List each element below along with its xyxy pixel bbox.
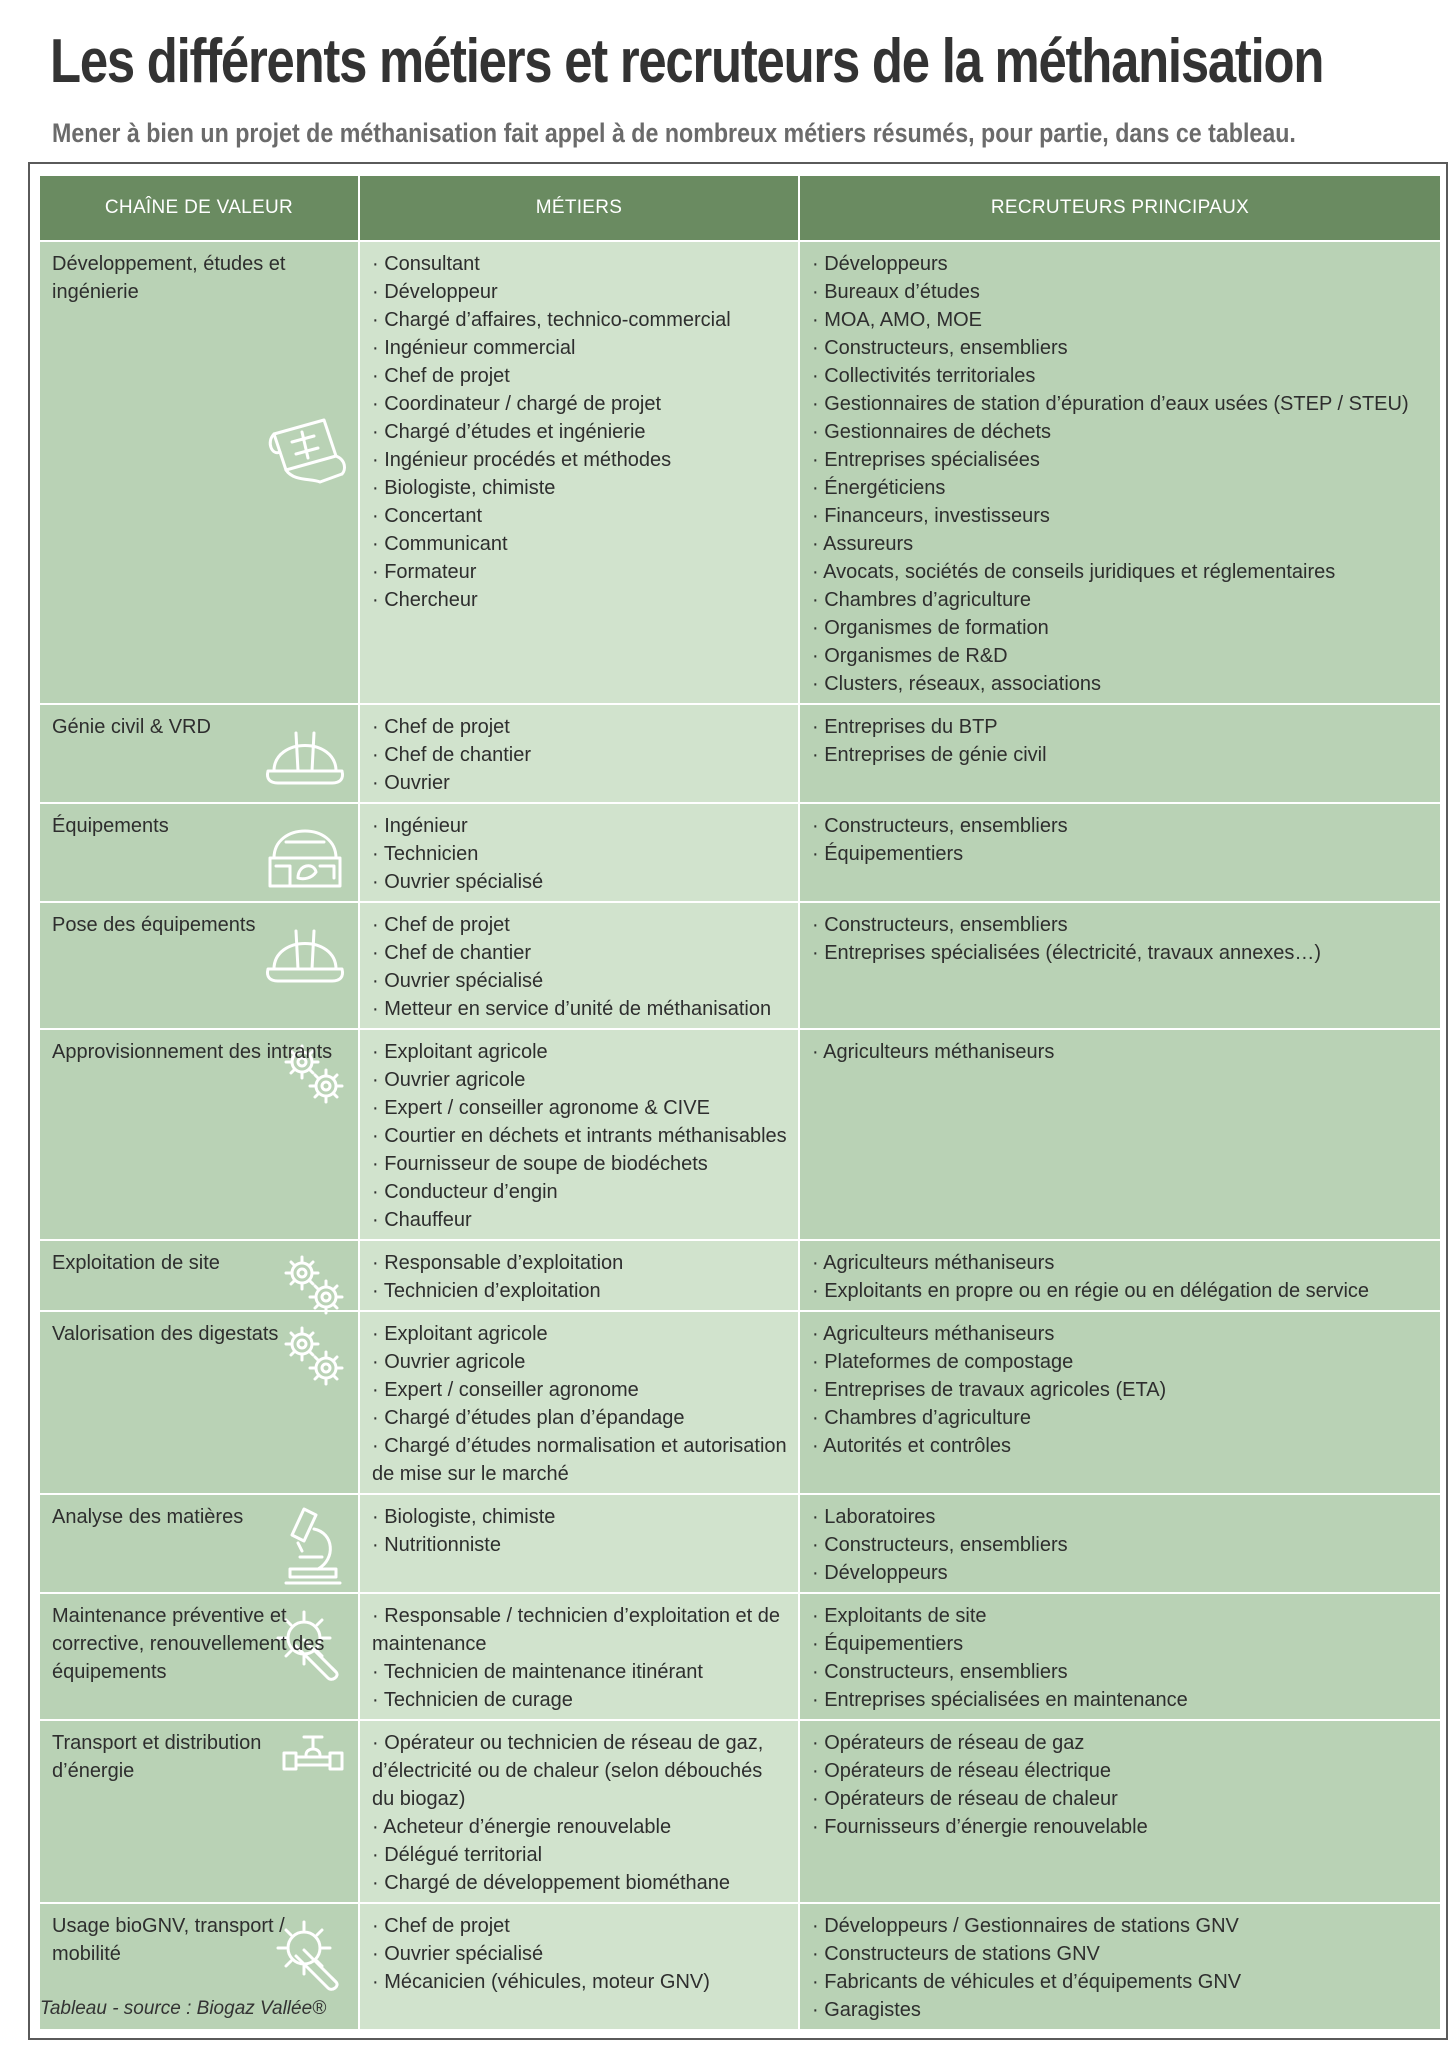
metier-item: · Expert / conseiller agronome xyxy=(372,1376,788,1404)
metier-item: · Coordinateur / chargé de projet xyxy=(372,390,788,418)
recruteur-item: · Constructeurs, ensembliers xyxy=(812,1531,1430,1559)
chain-cell xyxy=(39,1494,359,1593)
recruteurs-cell xyxy=(799,1593,1441,1720)
metier-item: · Biologiste, chimiste xyxy=(372,474,788,502)
chain-label: Transport et distribution d’énergie xyxy=(52,1732,262,1782)
recruteurs-cell xyxy=(799,1903,1441,2030)
table-body xyxy=(39,241,1441,2030)
metier-item: · Chercheur xyxy=(372,586,788,614)
recruteur-item: · Entreprises de génie civil xyxy=(812,741,1430,769)
recruteur-item: · Fournisseurs d’énergie renouvelable xyxy=(812,1813,1430,1841)
metier-item: · Courtier en déchets et intrants méthanisables xyxy=(372,1122,788,1150)
metier-item: · Concertant xyxy=(372,502,788,530)
chain-cell xyxy=(39,803,359,902)
recruteurs-cell xyxy=(799,1240,1441,1311)
header-chain: CHAÎNE DE VALEUR xyxy=(39,175,359,241)
recruteur-item: · Constructeurs de stations GNV xyxy=(812,1940,1430,1968)
metier-item: · Technicien xyxy=(372,840,788,868)
recruteur-item: · Opérateurs de réseau de chaleur xyxy=(812,1785,1430,1813)
metier-item: · Ouvrier xyxy=(372,769,788,797)
table-header-row xyxy=(39,175,1441,241)
metier-item: · Chef de projet xyxy=(372,911,788,939)
chain-cell xyxy=(39,241,359,704)
recruteur-item: · Fabricants de véhicules et d’équipements GNV xyxy=(812,1968,1430,1996)
metier-item: · Expert / conseiller agronome & CIVE xyxy=(372,1094,788,1122)
metiers-cell xyxy=(359,1494,799,1593)
table-row xyxy=(39,803,1441,902)
recruteurs-cell xyxy=(799,241,1441,704)
metier-item: · Biologiste, chimiste xyxy=(372,1503,788,1531)
recruteur-item: · Entreprises spécialisées (électricité, travaux annexes…) xyxy=(812,939,1430,967)
page-subtitle: Mener à bien un projet de méthanisation fait appel à de nombreux métiers résumés, pour partie, dans ce tableau. xyxy=(52,118,1296,148)
recruteurs-cell xyxy=(799,1720,1441,1903)
metiers-cell xyxy=(359,1311,799,1494)
recruteur-item: · Développeurs xyxy=(812,1559,1430,1587)
chain-cell xyxy=(39,1593,359,1720)
metier-item: · Chargé d’affaires, technico-commercial xyxy=(372,306,788,334)
recruteur-item: · Organismes de formation xyxy=(812,614,1430,642)
recruteur-item: · Opérateurs de réseau de gaz xyxy=(812,1729,1430,1757)
metier-item: · Conducteur d’engin xyxy=(372,1178,788,1206)
recruteur-item: · Laboratoires xyxy=(812,1503,1430,1531)
metier-item: · Opérateur ou technicien de réseau de gaz, d’électricité ou de chaleur (selon débouchés du biogaz) xyxy=(372,1729,788,1813)
recruteurs-cell xyxy=(799,803,1441,902)
recruteurs-cell xyxy=(799,704,1441,803)
metier-item: · Délégué territorial xyxy=(372,1841,788,1869)
table-row xyxy=(39,1029,1441,1240)
metiers-cell xyxy=(359,1240,799,1311)
chain-label: Équipements xyxy=(52,815,169,837)
metiers-cell xyxy=(359,1593,799,1720)
chain-label: Maintenance préventive et corrective, renouvellement des équipements xyxy=(52,1605,325,1683)
recruteur-item: · Clusters, réseaux, associations xyxy=(812,670,1430,698)
metiers-cell xyxy=(359,1720,799,1903)
table-row xyxy=(39,1593,1441,1720)
header-recruteurs: RECRUTEURS PRINCIPAUX xyxy=(799,175,1441,241)
metier-item: · Acheteur d’énergie renouvelable xyxy=(372,1813,788,1841)
recruteur-item: · Financeurs, investisseurs xyxy=(812,502,1430,530)
recruteur-item: · Constructeurs, ensembliers xyxy=(812,812,1430,840)
recruteur-item: · Exploitants de site xyxy=(812,1602,1430,1630)
recruteur-item: · MOA, AMO, MOE xyxy=(812,306,1430,334)
metier-item: · Chef de chantier xyxy=(372,741,788,769)
recruteurs-cell xyxy=(799,1494,1441,1593)
recruteur-item: · Équipementiers xyxy=(812,1630,1430,1658)
table-row xyxy=(39,1240,1441,1311)
chain-label: Pose des équipements xyxy=(52,914,256,936)
recruteur-item: · Assureurs xyxy=(812,530,1430,558)
metier-item: · Chef de chantier xyxy=(372,939,788,967)
table-row xyxy=(39,1311,1441,1494)
table-row xyxy=(39,902,1441,1029)
jobs-table xyxy=(38,174,1442,2031)
chain-cell xyxy=(39,1029,359,1240)
metiers-cell xyxy=(359,1903,799,2030)
recruteur-item: · Opérateurs de réseau électrique xyxy=(812,1757,1430,1785)
chain-label: Analyse des matières xyxy=(52,1506,244,1528)
recruteur-item: · Constructeurs, ensembliers xyxy=(812,911,1430,939)
chain-cell xyxy=(39,704,359,803)
recruteur-item: · Agriculteurs méthaniseurs xyxy=(812,1320,1430,1348)
recruteur-item: · Organismes de R&D xyxy=(812,642,1430,670)
recruteurs-cell xyxy=(799,1311,1441,1494)
metier-item: · Responsable d’exploitation xyxy=(372,1249,788,1277)
recruteur-item: · Entreprises spécialisées en maintenance xyxy=(812,1686,1430,1714)
table-caption: Tableau - source : Biogaz Vallée® xyxy=(40,1998,327,2019)
chain-cell xyxy=(39,1311,359,1494)
metier-item: · Ingénieur xyxy=(372,812,788,840)
chain-label: Développement, études et ingénierie xyxy=(52,253,286,303)
table-row xyxy=(39,1494,1441,1593)
metier-item: · Ouvrier spécialisé xyxy=(372,868,788,896)
metier-item: · Ouvrier agricole xyxy=(372,1066,788,1094)
metiers-cell xyxy=(359,704,799,803)
table-row xyxy=(39,1720,1441,1903)
metier-item: · Consultant xyxy=(372,250,788,278)
metier-item: · Chef de projet xyxy=(372,362,788,390)
recruteur-item: · Constructeurs, ensembliers xyxy=(812,334,1430,362)
chain-label: Usage bioGNV, transport / mobilité xyxy=(52,1915,285,1965)
recruteur-item: · Constructeurs, ensembliers xyxy=(812,1658,1430,1686)
metier-item: · Nutritionniste xyxy=(372,1531,788,1559)
page-title: Les différents métiers et recruteurs de la méthanisation xyxy=(50,27,1324,96)
metier-item: · Chargé de développement biométhane xyxy=(372,1869,788,1897)
recruteur-item: · Collectivités territoriales xyxy=(812,362,1430,390)
recruteur-item: · Développeurs / Gestionnaires de stations GNV xyxy=(812,1912,1430,1940)
metier-item: · Fournisseur de soupe de biodéchets xyxy=(372,1150,788,1178)
metier-item: · Ingénieur procédés et méthodes xyxy=(372,446,788,474)
metier-item: · Ouvrier agricole xyxy=(372,1348,788,1376)
recruteur-item: · Chambres d’agriculture xyxy=(812,586,1430,614)
chain-label: Exploitation de site xyxy=(52,1252,220,1274)
metier-item: · Exploitant agricole xyxy=(372,1038,788,1066)
chain-cell xyxy=(39,1720,359,1903)
metier-item: · Technicien de curage xyxy=(372,1686,788,1714)
metier-item: · Chef de projet xyxy=(372,1912,788,1940)
metier-item: · Chauffeur xyxy=(372,1206,788,1234)
recruteur-item: · Chambres d’agriculture xyxy=(812,1404,1430,1432)
recruteur-item: · Gestionnaires de déchets xyxy=(812,418,1430,446)
recruteur-item: · Agriculteurs méthaniseurs xyxy=(812,1249,1430,1277)
table-row xyxy=(39,241,1441,704)
metiers-cell xyxy=(359,1029,799,1240)
recruteur-item: · Exploitants en propre ou en régie ou en délégation de service xyxy=(812,1277,1430,1305)
metier-item: · Responsable / technicien d’exploitation et de maintenance xyxy=(372,1602,788,1658)
recruteur-item: · Agriculteurs méthaniseurs xyxy=(812,1038,1430,1066)
blueprint-scroll-icon xyxy=(262,412,348,492)
metier-item: · Ouvrier spécialisé xyxy=(372,1940,788,1968)
metier-item: · Développeur xyxy=(372,278,788,306)
recruteur-item: · Développeurs xyxy=(812,250,1430,278)
recruteur-item: · Entreprises spécialisées xyxy=(812,446,1430,474)
table-row xyxy=(39,704,1441,803)
chain-label: Génie civil & VRD xyxy=(52,716,211,738)
metier-item: · Chargé d’études normalisation et autorisation de mise sur le marché xyxy=(372,1432,788,1488)
chain-label: Valorisation des digestats xyxy=(52,1323,279,1345)
metiers-cell xyxy=(359,241,799,704)
metier-item: · Chargé d’études et ingénierie xyxy=(372,418,788,446)
recruteur-item: · Entreprises de travaux agricoles (ETA) xyxy=(812,1376,1430,1404)
recruteur-item: · Bureaux d’études xyxy=(812,278,1430,306)
recruteur-item: · Garagistes xyxy=(812,1996,1430,2024)
recruteur-item: · Autorités et contrôles xyxy=(812,1432,1430,1460)
metier-item: · Exploitant agricole xyxy=(372,1320,788,1348)
chain-cell xyxy=(39,902,359,1029)
metiers-cell xyxy=(359,902,799,1029)
metiers-cell xyxy=(359,803,799,902)
header-metiers: MÉTIERS xyxy=(359,175,799,241)
metier-item: · Chef de projet xyxy=(372,713,788,741)
metier-item: · Metteur en service d’unité de méthanisation xyxy=(372,995,788,1023)
recruteurs-cell xyxy=(799,1029,1441,1240)
metier-item: · Ingénieur commercial xyxy=(372,334,788,362)
recruteur-item: · Énergéticiens xyxy=(812,474,1430,502)
metier-item: · Chargé d’études plan d’épandage xyxy=(372,1404,788,1432)
recruteurs-cell xyxy=(799,902,1441,1029)
recruteur-item: · Équipementiers xyxy=(812,840,1430,868)
chain-label: Approvisionnement des intrants xyxy=(52,1041,333,1063)
recruteur-item: · Avocats, sociétés de conseils juridiques et réglementaires xyxy=(812,558,1430,586)
metier-item: · Ouvrier spécialisé xyxy=(372,967,788,995)
metier-item: · Technicien de maintenance itinérant xyxy=(372,1658,788,1686)
chain-cell xyxy=(39,1240,359,1311)
metier-item: · Communicant xyxy=(372,530,788,558)
metier-item: · Mécanicien (véhicules, moteur GNV) xyxy=(372,1968,788,1996)
metier-item: · Formateur xyxy=(372,558,788,586)
recruteur-item: · Gestionnaires de station d’épuration d’eaux usées (STEP / STEU) xyxy=(812,390,1430,418)
recruteur-item: · Plateformes de compostage xyxy=(812,1348,1430,1376)
metier-item: · Technicien d’exploitation xyxy=(372,1277,788,1305)
recruteur-item: · Entreprises du BTP xyxy=(812,713,1430,741)
